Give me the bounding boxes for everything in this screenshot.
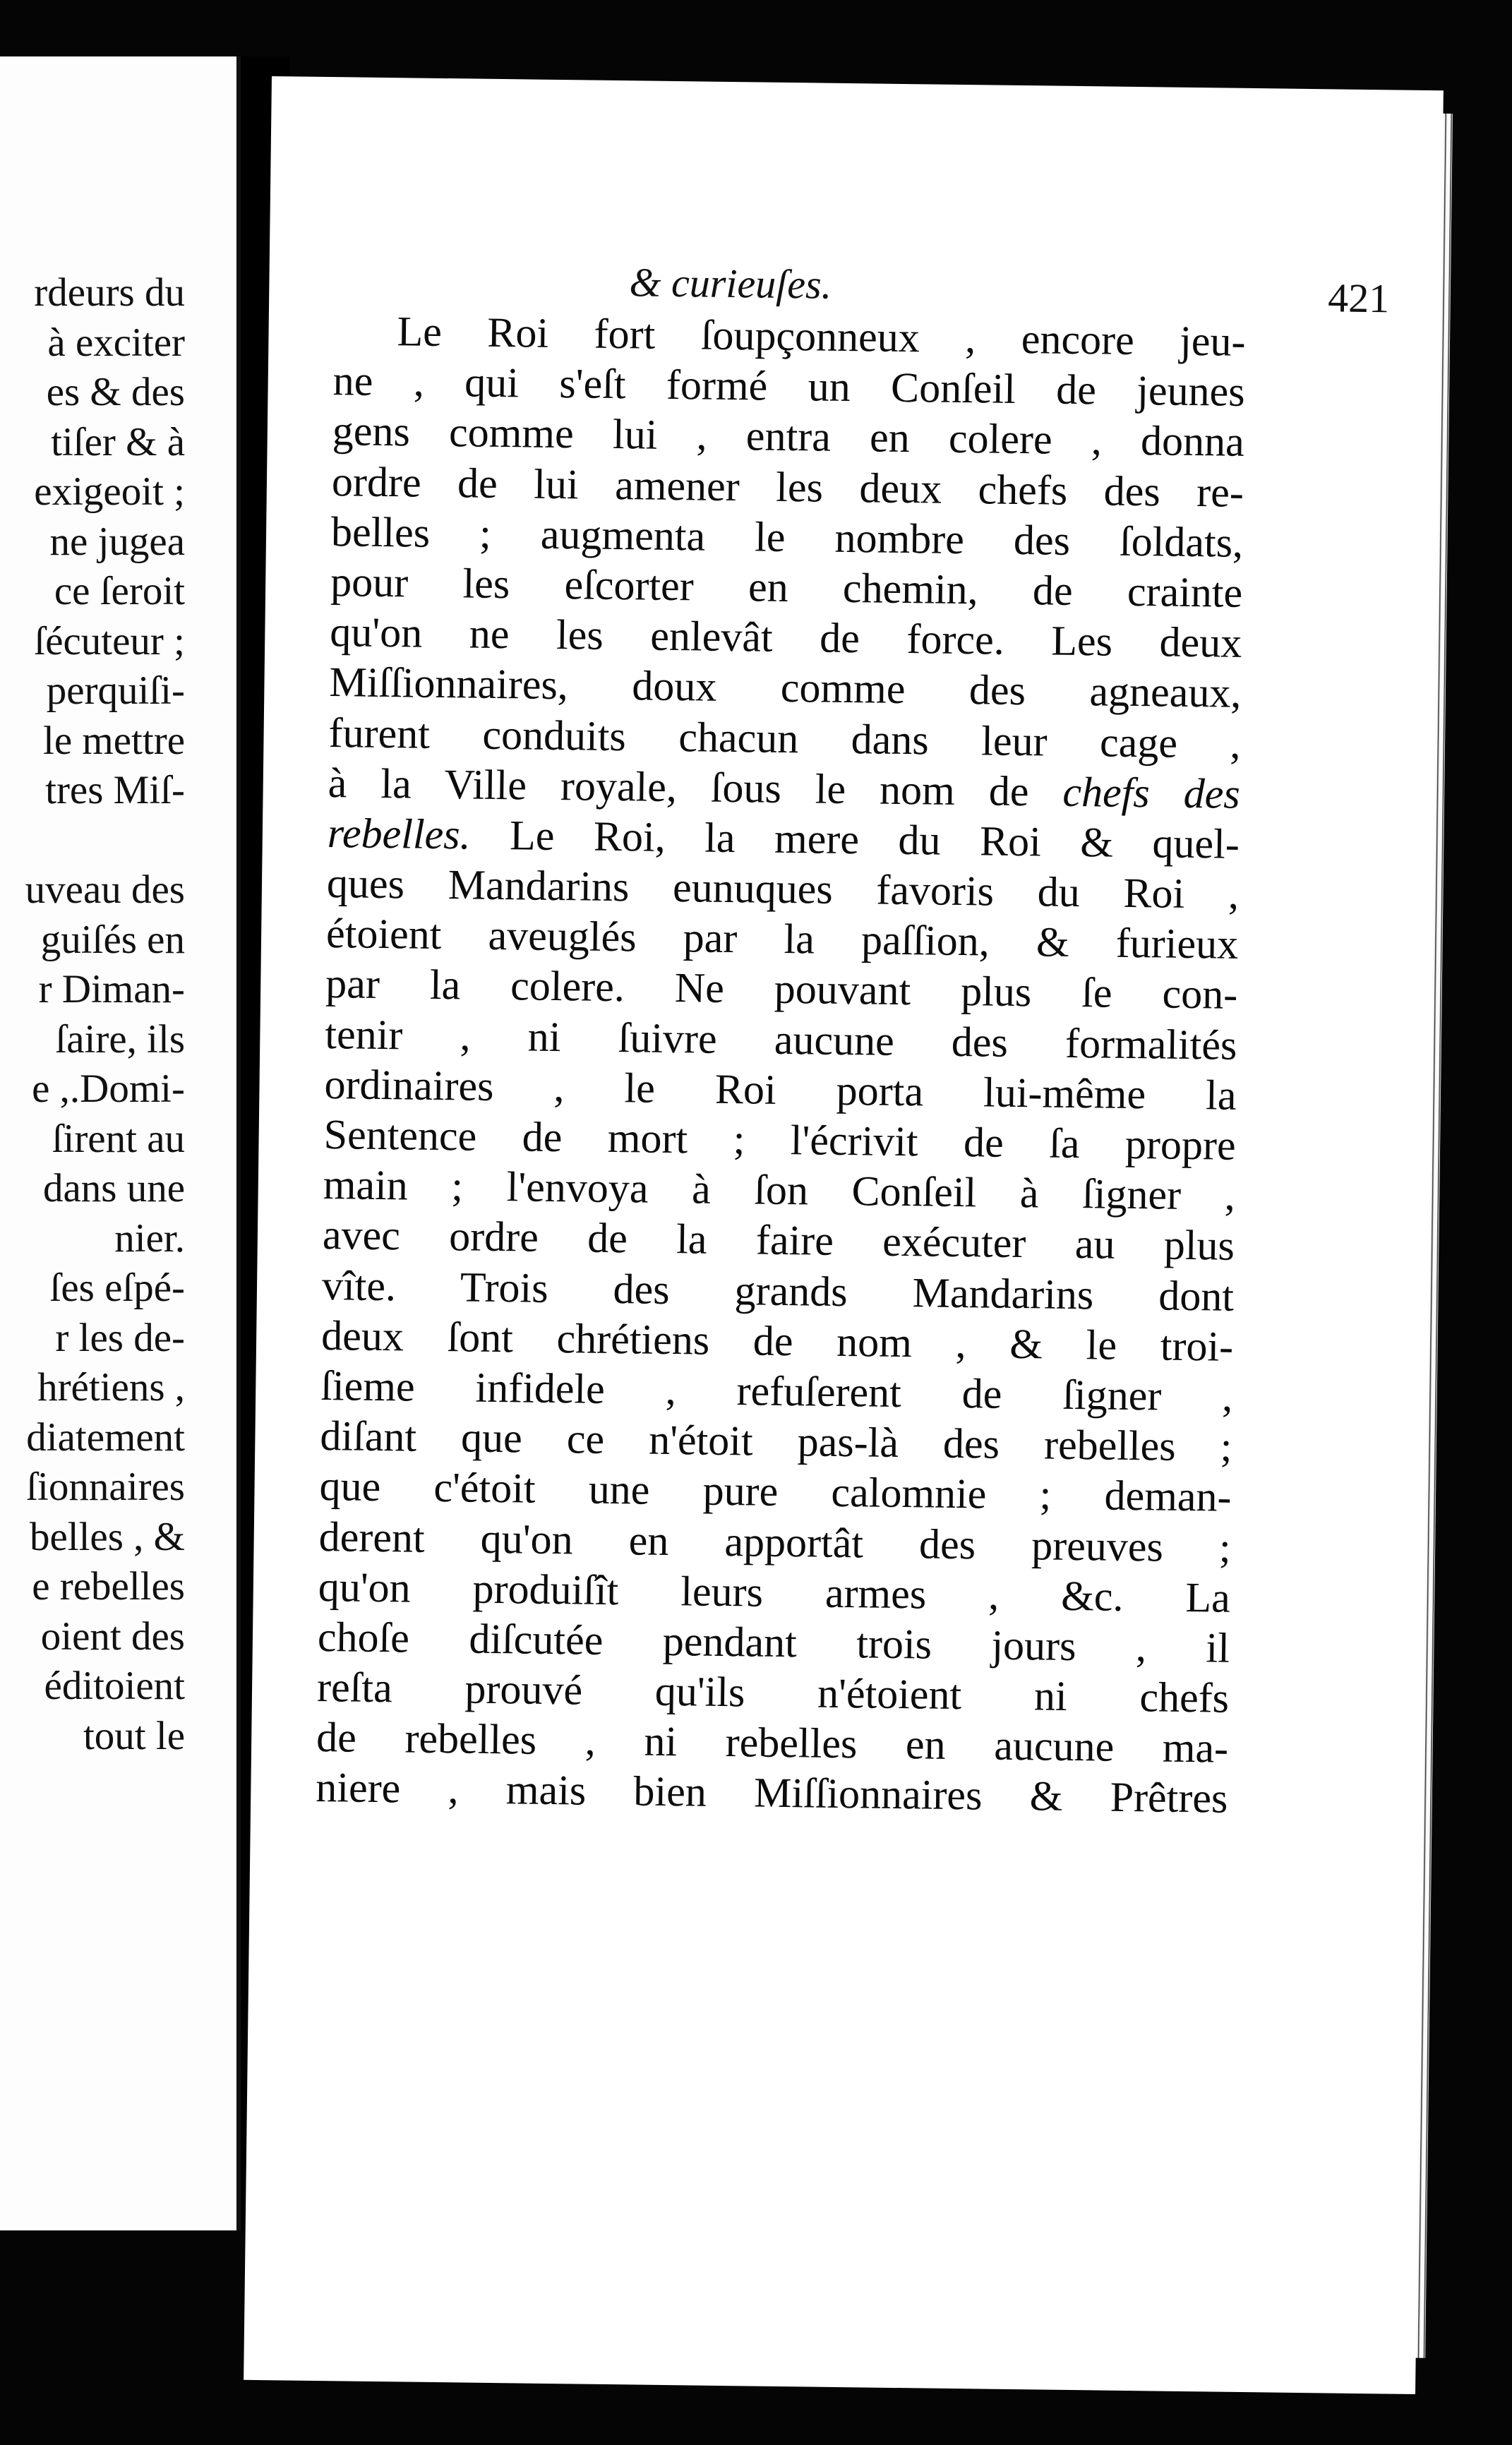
italic-phrase: rebelles. — [327, 809, 472, 858]
body-line-text: main ; l'envoya à ſon Conſeil à ſigner , — [323, 1161, 1236, 1219]
left-page-line: diatement — [26, 1414, 185, 1460]
left-facing-page — [0, 56, 241, 2230]
body-line-text: que c'étoit une pure calomnie ; deman- — [319, 1462, 1232, 1521]
left-page-line: dans une — [42, 1166, 185, 1211]
left-page-line: rdeurs du — [34, 270, 185, 315]
body-line-text: diſant que ce n'étoit pas-là des rebelles ; — [320, 1412, 1232, 1470]
left-page-line: r les de- — [55, 1315, 185, 1360]
body-line-text: Sentence de mort ; l'écrivit de ſa propre — [323, 1111, 1236, 1169]
left-page-line: ſirent au — [52, 1116, 185, 1161]
left-page-line: ſionnaires — [26, 1465, 185, 1509]
right-page — [244, 76, 1444, 2394]
body-line-text: Le Roi fort ſoupçonneux , encore jeu- — [397, 308, 1246, 365]
left-page-line: perquiſi- — [46, 668, 185, 713]
left-page-line: e ,.Domi- — [32, 1067, 185, 1111]
body-text — [316, 306, 1246, 1824]
body-line-text: ſieme infidele , refuſerent de ſigner , — [320, 1362, 1233, 1420]
body-line-text: de rebelles , ni rebelles en aucune ma- — [316, 1714, 1229, 1772]
left-page-line: e rebelles — [32, 1564, 185, 1609]
body-line-text: deux ſont chrétiens de nom , & le troi- — [320, 1311, 1234, 1370]
left-page-line: es & des — [46, 370, 185, 414]
body-line-text: derent qu'on en apportât des preuves ; — [318, 1513, 1232, 1571]
body-line-text: ordinaires , le Roi porta lui-même la — [324, 1060, 1237, 1119]
left-page-line: ſécuteur ; — [34, 618, 185, 663]
left-page-line: belles , & — [29, 1514, 185, 1559]
body-line-text: vîte. Trois des grands Mandarins dont — [321, 1261, 1235, 1320]
left-page-line: exigeoit ; — [34, 469, 185, 514]
body-line-text: par la colere. Ne pouvant plus ſe con- — [325, 960, 1238, 1019]
body-line-text: ordre de lui amener les deux chefs des re- — [331, 457, 1244, 516]
body-line-text: Le Roi, la mere du Roi & quel- — [509, 812, 1240, 867]
left-page-line: nier. — [114, 1215, 185, 1261]
body-line-text: belles ; augmenta le nombre des ſoldats, — [330, 507, 1244, 566]
body-line-text: avec ordre de la faire exécuter au plus — [322, 1211, 1235, 1270]
body-line-text: tenir , ni ſuivre aucune des formalités — [325, 1010, 1237, 1069]
left-page-line: oient des — [40, 1614, 185, 1659]
body-line-text: Miſſionnaires, doux comme des agneaux, — [329, 659, 1242, 717]
left-page-line — [0, 816, 185, 866]
body-line-text: à la Ville royale, ſous le nom de — [328, 759, 1029, 815]
left-page-line: hrétiens , — [37, 1365, 185, 1410]
left-page-line: le mettre — [43, 718, 185, 763]
left-page-line: uveau des — [25, 867, 185, 912]
left-page-line: guiſés en — [40, 917, 185, 962]
left-page-line: tres Miſ- — [45, 768, 185, 812]
left-page-line: ne jugea — [49, 519, 185, 564]
left-page-text — [0, 268, 185, 1761]
body-line-text: étoient aveuglés par la paſſion, & furieux — [325, 910, 1239, 968]
running-head: & curieuſes. — [629, 259, 832, 308]
body-line-text: qu'on ne les enlevât de force. Les deux — [329, 608, 1242, 666]
italic-phrase: chefs des — [1062, 768, 1241, 817]
left-page-line: r Diman- — [38, 967, 185, 1011]
page-number: 421 — [1327, 275, 1390, 322]
body-line-text: gens comme lui , entra en colere , donna — [332, 407, 1245, 466]
body-line-text: ne , qui s'eſt formé un Conſeil de jeunes — [332, 357, 1246, 416]
left-page-line: à exciter — [47, 320, 185, 365]
body-line-text: pour les eſcorter en chemin, de crainte — [330, 558, 1243, 616]
left-page-line: tout le — [83, 1713, 185, 1758]
body-line — [316, 1762, 1228, 1824]
left-page-line: ſaire, ils — [55, 1016, 185, 1062]
body-line-text: reſta prouvé qu'ils n'étoient ni chefs — [316, 1664, 1230, 1722]
body-line-text: niere , mais bien Miſſionnaires & Prêtres — [315, 1764, 1228, 1822]
left-page-line: tiſer & à — [51, 419, 185, 464]
body-line-text: ques Mandarins eunuques favoris du Roi , — [326, 860, 1240, 918]
left-page-line: ce ſeroit — [54, 569, 185, 613]
body-line-text: qu'on produiſît leurs armes , &c. La — [318, 1563, 1231, 1621]
body-line-text: furent conduits chacun dans leur cage , — [328, 709, 1241, 767]
left-page-line: ſes eſpé- — [49, 1266, 185, 1310]
body-line-text: choſe diſcutée pendant trois jours , il — [317, 1613, 1230, 1671]
left-page-line: éditoient — [44, 1664, 185, 1708]
